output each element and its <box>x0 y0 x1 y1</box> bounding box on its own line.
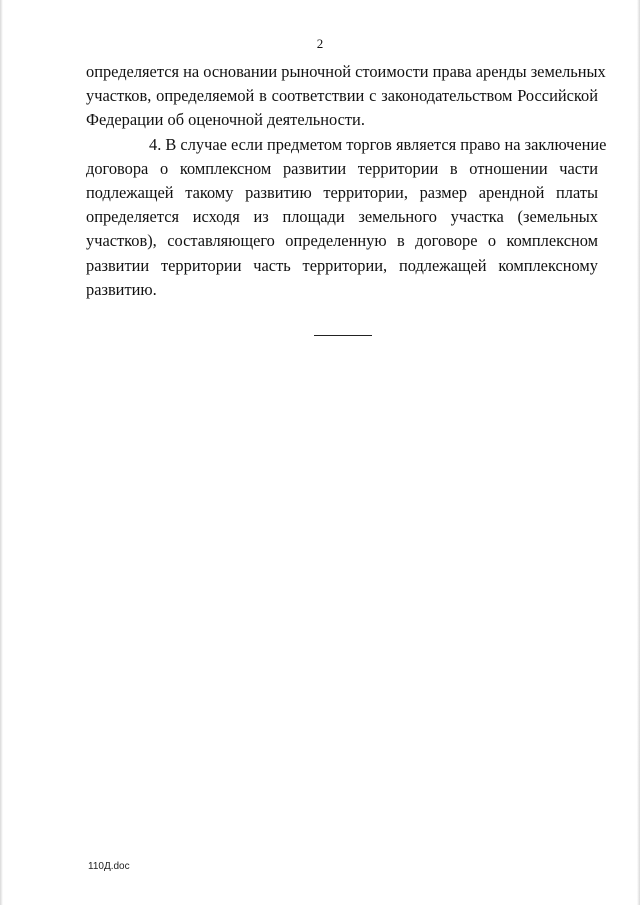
paragraph-1-line-2: участков, определяемой в соответствии с законодательством Российской <box>86 86 598 106</box>
paragraph-2-line-1: 4. В случае если предметом торгов является право на заключение <box>149 134 607 154</box>
paragraph-1-line-3: Федерации об оценочной деятельности. <box>86 110 365 130</box>
paragraph-2-line-2: договора о комплексном развитии территории в отношении части <box>86 158 598 178</box>
paragraph-2 <box>86 133 607 302</box>
paragraph-2-line-7: развитию. <box>86 279 157 299</box>
footer-filename: 110Д.doc <box>88 861 130 872</box>
paragraph-1-line-1: определяется на основании рыночной стоимости права аренды земельных <box>86 62 606 81</box>
paragraph-1 <box>86 60 606 133</box>
page-number: 2 <box>316 36 324 51</box>
document-body <box>86 60 607 302</box>
end-of-document-rule <box>314 335 372 336</box>
paragraph-2-line-3: подлежащей такому развитию территории, размер арендной платы <box>86 183 598 203</box>
scan-edge-left <box>0 0 3 905</box>
paragraph-2-line-5: участков), составляющего определенную в договоре о комплексном <box>86 231 598 251</box>
paragraph-2-line-4: определяется исходя из площади земельного участка (земельных <box>86 207 598 227</box>
paragraph-2-line-6: развитии территории часть территории, подлежащей комплексному <box>86 255 598 275</box>
